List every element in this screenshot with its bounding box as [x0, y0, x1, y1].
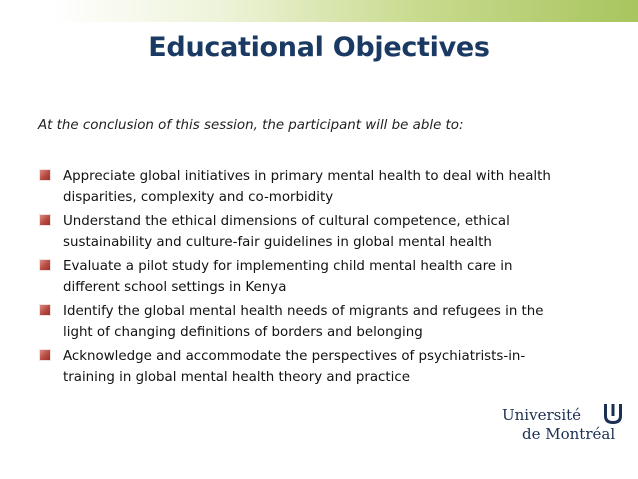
- objective-line: Understand the ethical dimensions of cultural competence, ethical: [63, 214, 510, 229]
- intro-text: At the conclusion of this session, the participant will be able to:: [38, 118, 464, 133]
- square-bullet-icon: [40, 260, 50, 270]
- objectives-list: [38, 166, 618, 391]
- objective-line: Acknowledge and accommodate the perspectives of psychiatrists-in-: [63, 349, 526, 364]
- square-bullet-icon: [40, 170, 50, 180]
- objective-line: Appreciate global initiatives in primary mental health to deal with health: [63, 169, 551, 184]
- top-gradient-band: [0, 0, 638, 22]
- objective-line: training in global mental health theory and practice: [63, 370, 410, 385]
- square-bullet-icon: [40, 215, 50, 225]
- logo-text-line1: Université: [502, 406, 582, 424]
- objective-item: [38, 301, 618, 343]
- objective-line: disparities, complexity and co-morbidity: [63, 190, 334, 205]
- udem-mark-icon: [601, 402, 625, 426]
- objective-line: Evaluate a pilot study for implementing child mental health care in: [63, 259, 513, 274]
- slide-title: Educational Objectives: [148, 32, 490, 63]
- square-bullet-icon: [40, 305, 50, 315]
- square-bullet-icon: [40, 350, 50, 360]
- objective-line: different school settings in Kenya: [63, 280, 287, 295]
- logo-text-line2: de Montréal: [522, 425, 616, 443]
- objective-line: Identify the global mental health needs of migrants and refugees in the: [63, 304, 544, 319]
- universite-de-montreal-logo: [500, 405, 628, 451]
- objective-line: sustainability and culture-fair guidelines in global mental health: [63, 235, 492, 250]
- objective-item: [38, 166, 618, 208]
- objective-line: light of changing definitions of borders and belonging: [63, 325, 423, 340]
- objective-item: [38, 346, 618, 388]
- objective-item: [38, 211, 618, 253]
- objective-item: [38, 256, 618, 298]
